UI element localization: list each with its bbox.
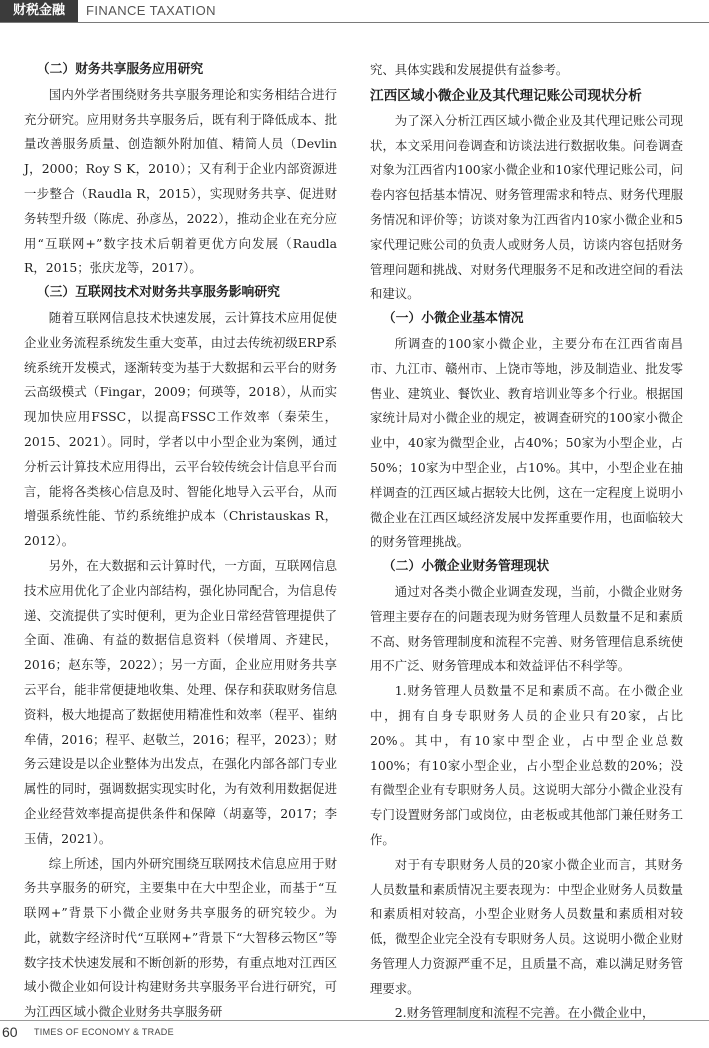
left-column — [24, 58, 337, 1020]
section-brand-label: 财税金融 — [0, 0, 78, 22]
section-heading-financial-sharing-application: （二）财务共享服务应用研究 — [36, 62, 204, 77]
right-column — [370, 58, 683, 1021]
section-heading-financial-management-status: （二）小微企业财务管理现状 — [382, 559, 550, 575]
footer-divider — [0, 1020, 709, 1021]
journal-name: TIMES OF ECONOMY & TRADE — [34, 1027, 174, 1037]
paragraph: 另外，在大数据和云计算时代，一方面，互联网信息技术应用优化了企业内部结构，强化协同配合，为信息传递、交流提供了实时便利，更为企业日常经营管理提供了全面、准确、有益的数据信息资料（侯增周、齐建民，2016；赵东等，2022）；另一方面，企业应用财务共享云平台，能非常便捷地收集、处理、保存和获取财务信息资料，极大地提高了数据使用精准性和效率（程平、崔纳牟倩，2016；程平、赵敬兰，2016；程平，2023）；财务云建设是以企业整体为出发点，在强化内部各部门专业属性的同时，强调数据实现实时化，为有效利用数据促进企业经营效率提高提供条件和保障（胡嘉等，2017；李玉倩，2021）。 — [24, 557, 337, 846]
paragraph: 随着互联网信息技术快速发展，云计算技术应用促使企业业务流程系统发生重大变革，由过去传统初级ERP系统系统开发模式，逐渐转变为基于大数据和云平台的财务云高级模式（Fingar，2009；何瑛等，2018），从而实现加快应用FSSC，以提高FSSC工作效率（秦荣生，2015、2021）。同时，学者以中小型企业为案例，通过分析云计算技术应用得出，云平台较传统会计信息平台而言，能将各类核心信息及时、智能化地导入云平台，从而增强系统性能、节约系统维护成本（Christauskas R，2012）。 — [24, 309, 337, 549]
header-divider — [0, 22, 709, 23]
page-header — [0, 0, 709, 22]
section-heading-internet-technology-impact: （三）互联网技术对财务共享服务影响研究 — [36, 285, 280, 301]
paragraph: 2.财务管理制度和流程不完善。在小微企业中， — [394, 1005, 655, 1021]
paragraph: 为了深入分析江西区域小微企业及其代理记账公司现状，本文采用问卷调查和访谈法进行数据收集。问卷调查对象为江西省内100家小微企业和10家代理记账公司，问卷内容包括基本情况、财务管理需求和特点、财务代理服务情况和评价等；访谈对象为江西省内10家小微企业和5家代理记账公司的负责人或财务人员，访谈内容包括财务管理问题和挑战、对财务代理服务不足和改进空间的看法和建议。 — [370, 112, 683, 302]
paragraph: 对于有专职财务人员的20家小微企业而言，其财务人员数量和素质情况主要表现为：中型企业财务人员数量和素质相对较高，小型企业财务人员数量和素质相对较低，微型企业完全没有专职财务人员。这说明小微企业财务管理人力资源严重不足，且质量不高，难以满足财务管理要求。 — [370, 856, 683, 996]
paragraph: 1.财务管理人员数量不足和素质不高。在小微企业中，拥有自身专职财务人员的企业只有20家，占比20%。其中，有10家中型企业，占中型企业总数100%；有10家小型企业，占小型企业总数的20%；没有微型企业有专职财务人员。这说明大部分小微企业没有专门设置财务部门或岗位，由老板或其他部门兼任财务工作。 — [370, 683, 683, 847]
page-number: 60 — [2, 1024, 18, 1040]
paragraph-continuation: 究、具体实践和发展提供有益参考。 — [370, 62, 569, 77]
article-section-title: 江西区域小微企业及其代理记账公司现状分析 — [370, 87, 642, 104]
section-english-label: FINANCE TAXATION — [86, 3, 216, 18]
paragraph: 综上所述，国内外研究围绕互联网技术信息应用于财务共享服务的研究，主要集中在大中型企业，而基于“互联网+”背景下小微企业财务共享服务的研究较少。为此，就数字经济时代“互联网+”背景下“大智移云物区”等数字技术快速发展和不断创新的形势，有重点地对江西区域小微企业如何设计构建财务共享服务平台进行研究，可为江西区域小微企业财务共享服务研 — [24, 855, 337, 1020]
paragraph: 所调查的100家小微企业，主要分布在江西省南昌市、九江市、赣州市、上饶市等地，涉及制造业、批发零售业、建筑业、餐饮业、教育培训业等多个行业。根据国家统计局对小微企业的规定，被调查研究的100家小微企业中，40家为微型企业，占40%；50家为小型企业，占50%；10家为中型企业，占10%。其中，小型企业在抽样调查的江西区域占据较大比例，这在一定程度上说明小微企业在江西区域经济发展中发挥重要作用，也面临较大的财务管理挑战。 — [370, 335, 683, 550]
paragraph: 通过对各类小微企业调查发现，当前，小微企业财务管理主要存在的问题表现为财务管理人员数量不足和素质不高、财务管理制度和流程不完善、财务管理信息系统使用不广泛、财务管理成本和效益评估不科学等。 — [370, 583, 683, 674]
section-heading-basic-situation: （一）小微企业基本情况 — [382, 311, 524, 327]
page-footer — [0, 1012, 709, 1048]
paragraph: 国内外学者围绕财务共享服务理论和实务相结合进行充分研究。应用财务共享服务后，既有利于降低成本、批量改善服务质量、创造额外附加值、精简人员（Devlin J，2000；Roy S K，2010）；又有利于企业内部资源进一步整合（Raudla R，2015），实现财务共享、促进财务转型升级（陈虎、孙彦丛，2022），推动企业在充分应用“互联网+”数字技术后朝着更优方向发展（Raudla R，2015；张庆龙等，2017）。 — [24, 86, 337, 276]
